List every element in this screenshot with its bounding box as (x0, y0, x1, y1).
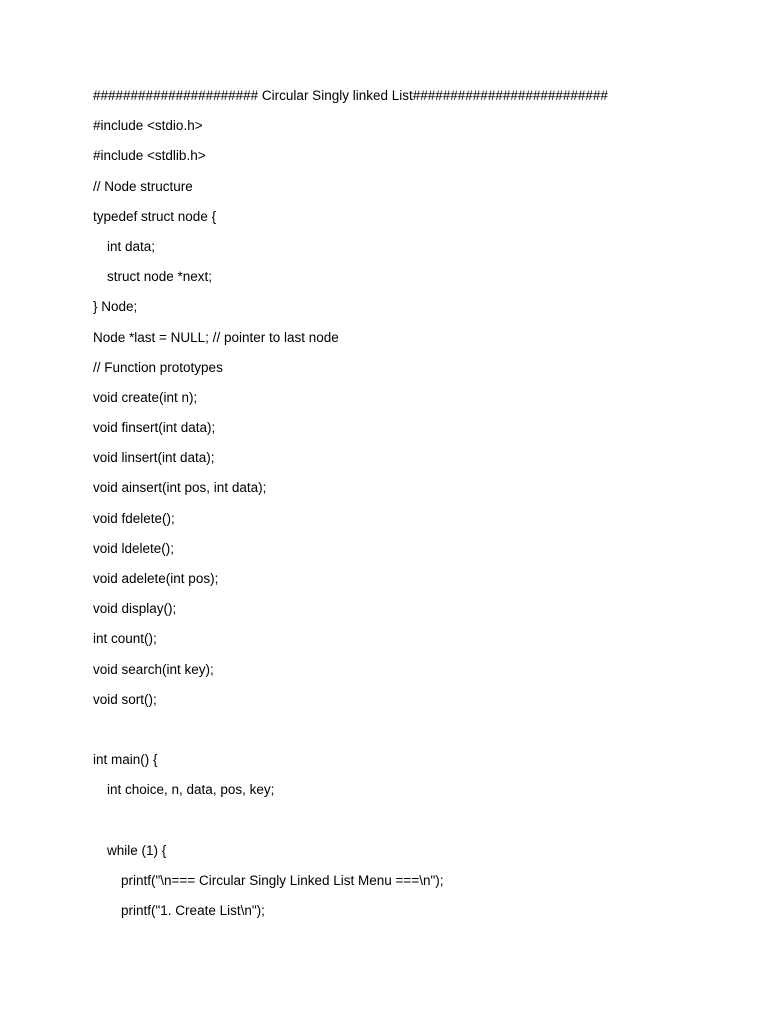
code-listing (93, 86, 733, 931)
code-line: void adelete(int pos); (93, 571, 219, 586)
code-line-heading: ###################### Circular Singly linked List########################## (93, 88, 608, 103)
code-line: // Node structure (93, 178, 193, 194)
code-line: struct node *next; (107, 269, 213, 285)
code-line: printf("1. Create List\n"); (121, 903, 265, 919)
code-line: #include <stdlib.h> (93, 148, 206, 164)
code-line: while (1) { (107, 842, 167, 858)
code-line: // Function prototypes (93, 359, 223, 375)
blank-line (93, 720, 733, 750)
code-line: } Node; (93, 299, 138, 315)
code-line: printf("\n=== Circular Singly Linked List Menu ===\n"); (121, 872, 444, 888)
code-line: int choice, n, data, pos, key; (107, 782, 275, 798)
code-line: void finsert(int data); (93, 420, 216, 436)
code-line: void ldelete(); (93, 540, 175, 556)
code-line: int data; (107, 238, 156, 254)
code-line: void sort(); (93, 691, 157, 707)
code-line: typedef struct node { (93, 208, 217, 224)
code-line: int count(); (93, 631, 157, 647)
code-line: int main() { (93, 752, 158, 768)
code-line: void create(int n); (93, 389, 198, 405)
code-line: void display(); (93, 601, 177, 617)
code-line: void fdelete(); (93, 510, 175, 526)
code-line: Node *last = NULL; // pointer to last node (93, 329, 339, 345)
blank-line (93, 811, 733, 841)
code-line: void ainsert(int pos, int data); (93, 480, 267, 496)
code-line: void search(int key); (93, 661, 214, 677)
code-line: void linsert(int data); (93, 450, 215, 466)
code-line: #include <stdio.h> (93, 118, 203, 134)
